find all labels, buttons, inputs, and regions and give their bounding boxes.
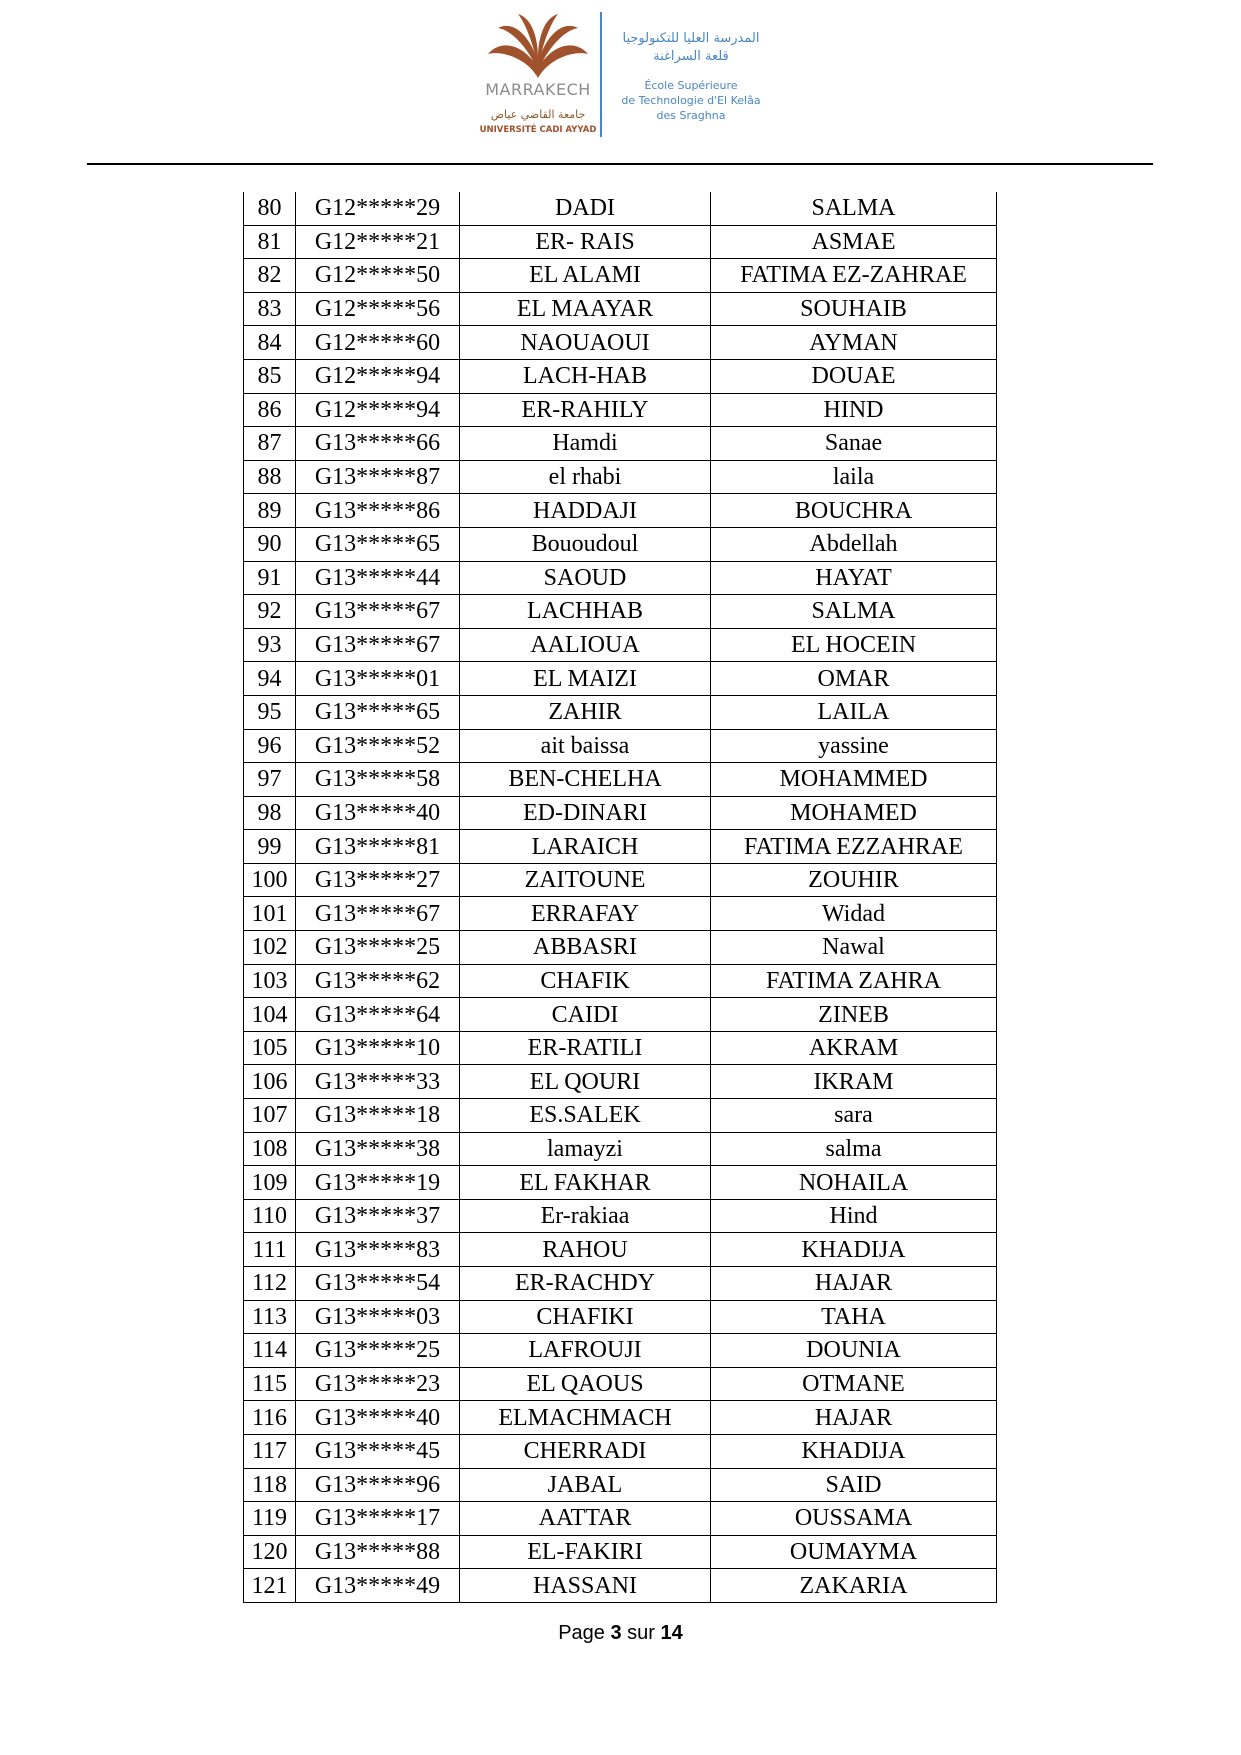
student-code-cell: G13*****33 [296, 1065, 460, 1099]
student-code-cell: G13*****65 [296, 527, 460, 561]
student-code-cell: G13*****87 [296, 460, 460, 494]
last-name-cell: HADDAJI [460, 494, 711, 528]
student-code-cell: G12*****94 [296, 393, 460, 427]
first-name-cell: DOUNIA [711, 1334, 997, 1368]
student-code-cell: G13*****58 [296, 763, 460, 797]
first-name-cell: AYMAN [711, 326, 997, 360]
logo-university-arabic: جامعة القاضي عياض [490, 108, 586, 121]
student-code-cell: G13*****49 [296, 1569, 460, 1603]
first-name-cell: yassine [711, 729, 997, 763]
first-name-cell: SOUHAIB [711, 292, 997, 326]
student-code-cell: G13*****54 [296, 1267, 460, 1301]
first-name-cell: SAID [711, 1468, 997, 1502]
last-name-cell: HASSANI [460, 1569, 711, 1603]
first-name-cell: LAILA [711, 695, 997, 729]
row-number-cell: 117 [244, 1434, 296, 1468]
last-name-cell: JABAL [460, 1468, 711, 1502]
row-number-cell: 105 [244, 1031, 296, 1065]
first-name-cell: ASMAE [711, 225, 997, 259]
last-name-cell: ELMACHMACH [460, 1401, 711, 1435]
last-name-cell: Hamdi [460, 427, 711, 461]
row-number-cell: 109 [244, 1166, 296, 1200]
last-name-cell: SAOUD [460, 561, 711, 595]
table-row [244, 561, 997, 595]
student-code-cell: G12*****60 [296, 326, 460, 360]
last-name-cell: CAIDI [460, 998, 711, 1032]
student-code-cell: G13*****25 [296, 1334, 460, 1368]
student-code-cell: G13*****45 [296, 1434, 460, 1468]
last-name-cell: ER-RACHDY [460, 1267, 711, 1301]
row-number-cell: 118 [244, 1468, 296, 1502]
table-row [244, 1300, 997, 1334]
first-name-cell: FATIMA EZZAHRAE [711, 830, 997, 864]
logo-divider [600, 12, 602, 137]
page-current: 3 [610, 1622, 622, 1644]
table-row [244, 427, 997, 461]
first-name-cell: SALMA [711, 192, 997, 225]
first-name-cell: IKRAM [711, 1065, 997, 1099]
last-name-cell: ED-DINARI [460, 796, 711, 830]
table-row [244, 527, 997, 561]
table-row [244, 326, 997, 360]
student-code-cell: G13*****88 [296, 1535, 460, 1569]
table-row [244, 1199, 997, 1233]
table-row [244, 1031, 997, 1065]
student-code-cell: G13*****67 [296, 595, 460, 629]
document-header [0, 0, 1241, 165]
table-row [244, 292, 997, 326]
last-name-cell: NAOUAOUI [460, 326, 711, 360]
last-name-cell: BEN-CHELHA [460, 763, 711, 797]
table-row [244, 897, 997, 931]
last-name-cell: AALIOUA [460, 628, 711, 662]
student-code-cell: G13*****17 [296, 1502, 460, 1536]
first-name-cell: SALMA [711, 595, 997, 629]
school-french-line3: des Sraghna [656, 109, 726, 122]
row-number-cell: 115 [244, 1367, 296, 1401]
last-name-cell: EL QAOUS [460, 1367, 711, 1401]
table-row [244, 1468, 997, 1502]
row-number-cell: 95 [244, 695, 296, 729]
table-row [244, 796, 997, 830]
first-name-cell: MOHAMMED [711, 763, 997, 797]
logo-city-text: MARRAKECH [485, 80, 591, 99]
row-number-cell: 93 [244, 628, 296, 662]
last-name-cell: AATTAR [460, 1502, 711, 1536]
table-row [244, 1132, 997, 1166]
last-name-cell: el rhabi [460, 460, 711, 494]
row-number-cell: 119 [244, 1502, 296, 1536]
first-name-cell: OMAR [711, 662, 997, 696]
last-name-cell: CHAFIKI [460, 1300, 711, 1334]
row-number-cell: 97 [244, 763, 296, 797]
row-number-cell: 110 [244, 1199, 296, 1233]
first-name-cell: TAHA [711, 1300, 997, 1334]
school-french-line2: de Technologie d'El Kelâa [621, 94, 761, 107]
table-row [244, 830, 997, 864]
first-name-cell: MOHAMED [711, 796, 997, 830]
table-row [244, 763, 997, 797]
last-name-cell: EL MAIZI [460, 662, 711, 696]
first-name-cell: salma [711, 1132, 997, 1166]
first-name-cell: HAJAR [711, 1267, 997, 1301]
student-list-table [243, 192, 997, 1603]
row-number-cell: 89 [244, 494, 296, 528]
row-number-cell: 83 [244, 292, 296, 326]
table-row [244, 259, 997, 293]
first-name-cell: ZINEB [711, 998, 997, 1032]
student-code-cell: G13*****38 [296, 1132, 460, 1166]
first-name-cell: Widad [711, 897, 997, 931]
first-name-cell: HAYAT [711, 561, 997, 595]
student-code-cell: G12*****56 [296, 292, 460, 326]
row-number-cell: 111 [244, 1233, 296, 1267]
first-name-cell: HIND [711, 393, 997, 427]
row-number-cell: 107 [244, 1099, 296, 1133]
student-code-cell: G13*****67 [296, 628, 460, 662]
logo-university-name: UNIVERSITÉ CADI AYYAD [479, 125, 597, 135]
row-number-cell: 103 [244, 964, 296, 998]
last-name-cell: ERRAFAY [460, 897, 711, 931]
first-name-cell: HAJAR [711, 1401, 997, 1435]
first-name-cell: NOHAILA [711, 1166, 997, 1200]
last-name-cell: LAFROUJI [460, 1334, 711, 1368]
student-code-cell: G13*****67 [296, 897, 460, 931]
last-name-cell: Er-rakiaa [460, 1199, 711, 1233]
last-name-cell: ER- RAIS [460, 225, 711, 259]
last-name-cell: lamayzi [460, 1132, 711, 1166]
last-name-cell: EL MAAYAR [460, 292, 711, 326]
first-name-cell: OUSSAMA [711, 1502, 997, 1536]
school-name [606, 30, 776, 123]
row-number-cell: 84 [244, 326, 296, 360]
first-name-cell: KHADIJA [711, 1233, 997, 1267]
table-row [244, 863, 997, 897]
table-row [244, 1334, 997, 1368]
table-row [244, 1367, 997, 1401]
page-separator: sur [627, 1622, 655, 1644]
table-row [244, 225, 997, 259]
student-code-cell: G12*****21 [296, 225, 460, 259]
row-number-cell: 90 [244, 527, 296, 561]
row-number-cell: 108 [244, 1132, 296, 1166]
table-row [244, 1434, 997, 1468]
table-row [244, 1401, 997, 1435]
first-name-cell: Nawal [711, 931, 997, 965]
row-number-cell: 98 [244, 796, 296, 830]
first-name-cell: sara [711, 1099, 997, 1133]
row-number-cell: 91 [244, 561, 296, 595]
first-name-cell: OTMANE [711, 1367, 997, 1401]
table-row [244, 662, 997, 696]
first-name-cell: AKRAM [711, 1031, 997, 1065]
last-name-cell: CHAFIK [460, 964, 711, 998]
row-number-cell: 106 [244, 1065, 296, 1099]
first-name-cell: BOUCHRA [711, 494, 997, 528]
row-number-cell: 113 [244, 1300, 296, 1334]
table-row [244, 595, 997, 629]
first-name-cell: OUMAYMA [711, 1535, 997, 1569]
last-name-cell: ER-RATILI [460, 1031, 711, 1065]
school-arabic-line2: قلعة السراغنة [653, 49, 729, 64]
row-number-cell: 96 [244, 729, 296, 763]
last-name-cell: EL QOURI [460, 1065, 711, 1099]
first-name-cell: EL HOCEIN [711, 628, 997, 662]
first-name-cell: ZOUHIR [711, 863, 997, 897]
student-code-cell: G13*****81 [296, 830, 460, 864]
table-row [244, 931, 997, 965]
first-name-cell: laila [711, 460, 997, 494]
last-name-cell: ZAITOUNE [460, 863, 711, 897]
row-number-cell: 99 [244, 830, 296, 864]
student-code-cell: G13*****65 [296, 695, 460, 729]
header-rule [87, 163, 1153, 165]
page-prefix: Page [558, 1622, 605, 1644]
last-name-cell: ES.SALEK [460, 1099, 711, 1133]
student-code-cell: G13*****66 [296, 427, 460, 461]
table-row [244, 1502, 997, 1536]
row-number-cell: 85 [244, 359, 296, 393]
last-name-cell: LACHHAB [460, 595, 711, 629]
table-row [244, 729, 997, 763]
last-name-cell: ZAHIR [460, 695, 711, 729]
student-code-cell: G13*****86 [296, 494, 460, 528]
student-code-cell: G13*****40 [296, 1401, 460, 1435]
first-name-cell: Sanae [711, 427, 997, 461]
row-number-cell: 114 [244, 1334, 296, 1368]
student-code-cell: G13*****19 [296, 1166, 460, 1200]
table-row [244, 964, 997, 998]
table-row [244, 1267, 997, 1301]
last-name-cell: EL ALAMI [460, 259, 711, 293]
last-name-cell: LACH-HAB [460, 359, 711, 393]
school-arabic-line1: المدرسة العليا للتكنولوجيا [622, 31, 760, 46]
student-code-cell: G13*****83 [296, 1233, 460, 1267]
palm-logo-icon [484, 10, 592, 80]
last-name-cell: DADI [460, 192, 711, 225]
first-name-cell: ZAKARIA [711, 1569, 997, 1603]
student-code-cell: G13*****25 [296, 931, 460, 965]
page-total: 14 [660, 1622, 683, 1644]
student-code-cell: G13*****10 [296, 1031, 460, 1065]
last-name-cell: ABBASRI [460, 931, 711, 965]
row-number-cell: 88 [244, 460, 296, 494]
first-name-cell: DOUAE [711, 359, 997, 393]
row-number-cell: 120 [244, 1535, 296, 1569]
last-name-cell: ER-RAHILY [460, 393, 711, 427]
student-code-cell: G13*****03 [296, 1300, 460, 1334]
last-name-cell: CHERRADI [460, 1434, 711, 1468]
table-row [244, 1099, 997, 1133]
student-code-cell: G13*****52 [296, 729, 460, 763]
last-name-cell: EL-FAKIRI [460, 1535, 711, 1569]
table-row [244, 1233, 997, 1267]
last-name-cell: LARAICH [460, 830, 711, 864]
table-row [244, 628, 997, 662]
student-code-cell: G12*****94 [296, 359, 460, 393]
page-footer [0, 1622, 1241, 1645]
row-number-cell: 92 [244, 595, 296, 629]
last-name-cell: RAHOU [460, 1233, 711, 1267]
row-number-cell: 102 [244, 931, 296, 965]
row-number-cell: 94 [244, 662, 296, 696]
first-name-cell: FATIMA ZAHRA [711, 964, 997, 998]
table-row [244, 1065, 997, 1099]
last-name-cell: ait baissa [460, 729, 711, 763]
first-name-cell: Abdellah [711, 527, 997, 561]
student-code-cell: G13*****64 [296, 998, 460, 1032]
table-row [244, 460, 997, 494]
student-code-cell: G12*****29 [296, 192, 460, 225]
student-code-cell: G13*****27 [296, 863, 460, 897]
table-row [244, 1569, 997, 1603]
student-code-cell: G13*****23 [296, 1367, 460, 1401]
table-row [244, 192, 997, 225]
row-number-cell: 86 [244, 393, 296, 427]
student-code-cell: G13*****62 [296, 964, 460, 998]
row-number-cell: 116 [244, 1401, 296, 1435]
row-number-cell: 80 [244, 192, 296, 225]
last-name-cell: Bououdoul [460, 527, 711, 561]
row-number-cell: 104 [244, 998, 296, 1032]
row-number-cell: 82 [244, 259, 296, 293]
first-name-cell: KHADIJA [711, 1434, 997, 1468]
school-french-line1: École Supérieure [644, 79, 738, 92]
first-name-cell: Hind [711, 1199, 997, 1233]
student-code-cell: G13*****01 [296, 662, 460, 696]
last-name-cell: EL FAKHAR [460, 1166, 711, 1200]
row-number-cell: 101 [244, 897, 296, 931]
table-row [244, 695, 997, 729]
table-row [244, 359, 997, 393]
row-number-cell: 121 [244, 1569, 296, 1603]
first-name-cell: FATIMA EZ-ZAHRAE [711, 259, 997, 293]
row-number-cell: 81 [244, 225, 296, 259]
row-number-cell: 100 [244, 863, 296, 897]
student-code-cell: G13*****40 [296, 796, 460, 830]
row-number-cell: 112 [244, 1267, 296, 1301]
university-logo [478, 10, 598, 140]
student-code-cell: G13*****96 [296, 1468, 460, 1502]
table-row [244, 998, 997, 1032]
student-code-cell: G12*****50 [296, 259, 460, 293]
table-row [244, 1535, 997, 1569]
student-code-cell: G13*****37 [296, 1199, 460, 1233]
student-code-cell: G13*****18 [296, 1099, 460, 1133]
student-code-cell: G13*****44 [296, 561, 460, 595]
table-row [244, 393, 997, 427]
student-list-body [244, 192, 997, 1602]
table-row [244, 494, 997, 528]
table-row [244, 1166, 997, 1200]
row-number-cell: 87 [244, 427, 296, 461]
